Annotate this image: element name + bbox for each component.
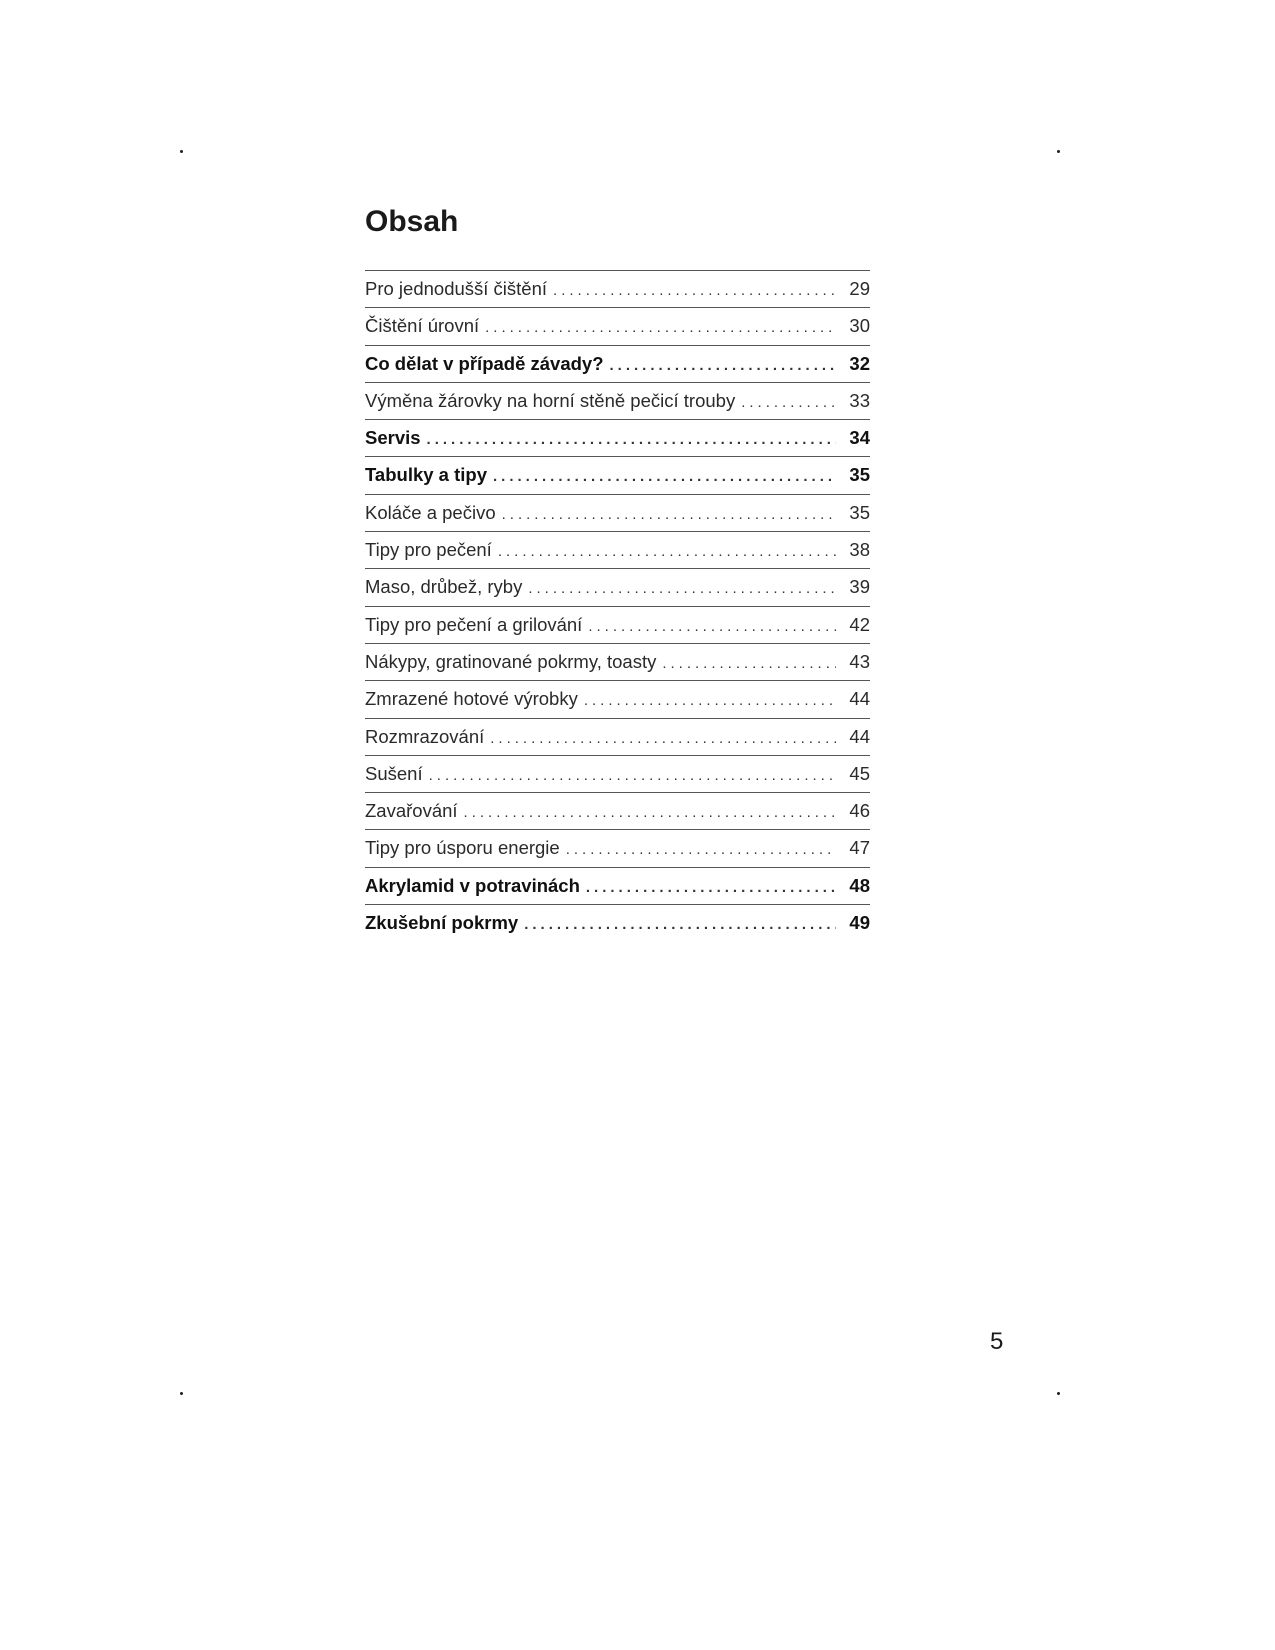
toc-entry-page: 46 <box>849 800 870 822</box>
toc-entry-label: Výměna žárovky na horní stěně pečicí trouby <box>365 389 736 411</box>
toc-entry-page: 42 <box>849 613 870 635</box>
toc-entry[interactable] <box>365 383 870 420</box>
toc-entry-page: 39 <box>849 576 870 598</box>
toc-dot-leader <box>528 571 836 606</box>
page-number: 5 <box>990 1328 1004 1355</box>
toc-entry-page: 45 <box>849 762 870 784</box>
toc-entry[interactable] <box>365 495 870 532</box>
toc-entry-label: Tipy pro úsporu energie <box>365 837 560 859</box>
toc-dot-leader <box>610 348 836 383</box>
toc-entry[interactable] <box>365 271 870 308</box>
crop-mark-top-right <box>1057 150 1060 153</box>
toc-entry-label: Pro jednodušší čištění <box>365 278 548 299</box>
toc-entry-label: Co dělat v případě závady? <box>365 352 604 374</box>
toc-entry[interactable] <box>365 681 870 718</box>
toc-entry-label: Koláče a pečivo <box>365 501 496 523</box>
toc-entry-label: Servis <box>365 427 421 449</box>
toc-entry-label: Tabulky a tipy <box>365 464 487 486</box>
toc-entry[interactable] <box>365 793 870 830</box>
toc-entry-page: 33 <box>849 389 870 411</box>
toc-entry[interactable] <box>365 607 870 644</box>
toc-dot-leader <box>490 721 836 756</box>
toc-dot-leader <box>553 273 836 308</box>
toc-entry[interactable] <box>365 420 870 457</box>
toc-entry-label: Tipy pro pečení <box>365 539 492 561</box>
toc-entry[interactable] <box>365 308 870 345</box>
toc-entry-page: 47 <box>849 837 870 859</box>
toc-dot-leader <box>566 832 836 867</box>
crop-mark-bottom-left <box>180 1392 183 1395</box>
toc-entry-label: Tipy pro pečení a grilování <box>365 613 583 635</box>
toc-entry-label: Nákypy, gratinované pokrmy, toasty <box>365 650 657 672</box>
toc-entry-page: 38 <box>849 539 870 561</box>
toc-entry[interactable] <box>365 346 870 383</box>
toc-dot-leader <box>485 310 836 345</box>
toc-entry[interactable] <box>365 569 870 606</box>
toc-entry[interactable] <box>365 905 870 941</box>
toc-entry-page: 35 <box>849 501 870 523</box>
toc-dot-leader <box>427 422 836 457</box>
toc-dot-leader <box>524 907 836 941</box>
toc-entry[interactable] <box>365 532 870 569</box>
toc-entry-page: 44 <box>849 688 870 710</box>
toc-dot-leader <box>429 758 836 793</box>
toc-entry-label: Zmrazené hotové výrobky <box>365 688 578 710</box>
toc-entry-page: 48 <box>849 874 870 896</box>
toc-entry[interactable] <box>365 830 870 867</box>
toc-dot-leader <box>586 870 836 905</box>
toc-entry-label: Zkušební pokrmy <box>365 912 519 934</box>
toc-entry-label: Rozmrazování <box>365 725 485 747</box>
toc-entry-page: 29 <box>849 278 870 299</box>
toc-entry[interactable] <box>365 756 870 793</box>
crop-mark-top-left <box>180 150 183 153</box>
toc-dot-leader <box>493 459 836 494</box>
page-title: Obsah <box>365 205 459 238</box>
toc-entry-page: 34 <box>849 427 870 449</box>
toc-dot-leader <box>741 385 836 420</box>
toc-dot-leader <box>498 534 836 569</box>
toc-entry-page: 35 <box>849 464 870 486</box>
toc-entry-label: Zavařování <box>365 800 458 822</box>
crop-mark-bottom-right <box>1057 1392 1060 1395</box>
toc-dot-leader <box>584 683 836 718</box>
toc-entry-page: 30 <box>849 315 870 337</box>
toc-entry-page: 44 <box>849 725 870 747</box>
toc-dot-leader <box>588 609 836 644</box>
toc-dot-leader <box>464 795 836 830</box>
toc-entry-label: Maso, drůbež, ryby <box>365 576 523 598</box>
toc-entry[interactable] <box>365 719 870 756</box>
toc-entry[interactable] <box>365 457 870 494</box>
toc-entry[interactable] <box>365 868 870 905</box>
toc-dot-leader <box>502 497 836 532</box>
toc-entry-label: Čištění úrovní <box>365 315 480 337</box>
toc-entry[interactable] <box>365 644 870 681</box>
toc-entry-label: Akrylamid v potravinách <box>365 874 580 896</box>
toc-entry-page: 32 <box>849 352 870 374</box>
toc-entry-page: 43 <box>849 650 870 672</box>
toc-entry-label: Sušení <box>365 762 423 784</box>
table-of-contents <box>365 270 870 941</box>
toc-entry-page: 49 <box>849 912 870 934</box>
toc-dot-leader <box>662 646 836 681</box>
